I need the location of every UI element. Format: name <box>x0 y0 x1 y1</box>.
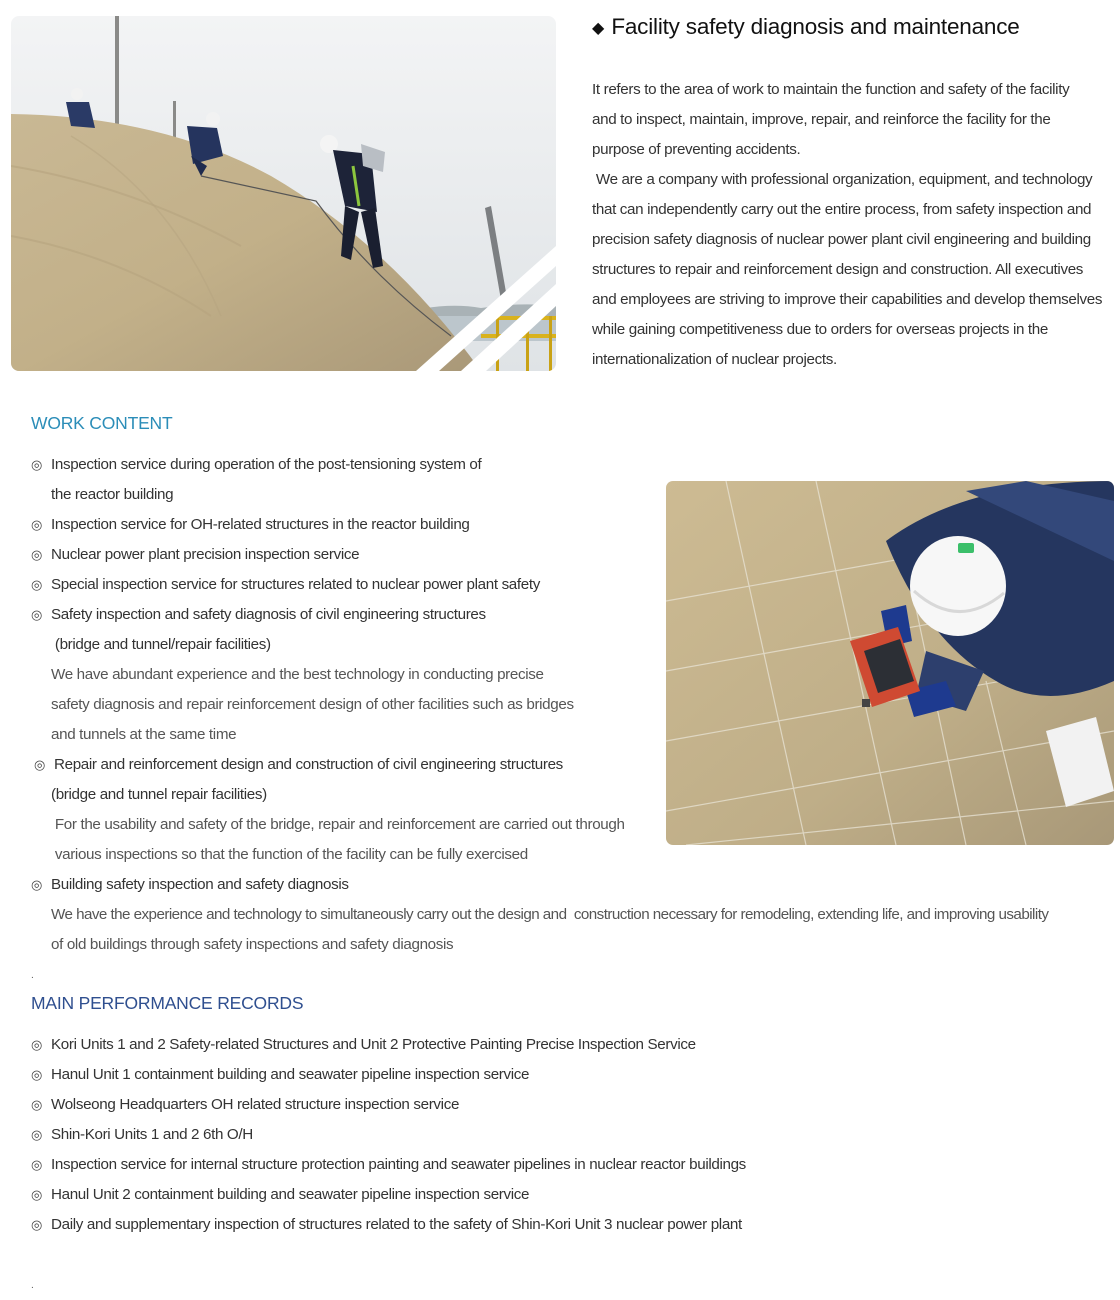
description-line: and employees are striving to improve their capabilities and develop themselves <box>592 291 1103 308</box>
description-line: that can independently carry out the entire process, from safety inspection and <box>592 201 1092 218</box>
bullet-icon: ◎ <box>31 457 42 472</box>
work-item-detail: For the usability and safety of the bridge, repair and reinforcement are carried out through <box>51 816 625 833</box>
separator-dot: . <box>31 1280 34 1291</box>
work-item-detail: We have the experience and technology to simultaneously carry out the design and construction necessary for remodeling, extending life, and improving usability <box>51 906 1049 923</box>
bullet-icon: ◎ <box>31 1187 42 1202</box>
work-content-heading: WORK CONTENT <box>31 413 173 433</box>
bullet-icon: ◎ <box>31 877 42 892</box>
bullet-icon: ◎ <box>31 1127 42 1142</box>
work-item-continuation: (bridge and tunnel/repair facilities) <box>51 636 271 653</box>
description-line: structures to repair and reinforcement design and construction. All executives <box>592 261 1084 278</box>
performance-heading: MAIN PERFORMANCE RECORDS <box>31 993 304 1013</box>
dome-inspection-photo <box>11 16 556 371</box>
description-line: It refers to the area of work to maintain the function and safety of the facility <box>592 81 1070 98</box>
page-heading <box>592 14 1020 40</box>
diamond-icon: ◆ <box>592 20 605 37</box>
bullet-icon: ◎ <box>34 757 45 772</box>
work-item-detail: safety diagnosis and repair reinforcement design of other facilities such as bridges <box>51 696 574 713</box>
work-item-detail: various inspections so that the function of the facility can be fully exercised <box>51 846 528 863</box>
work-item: ◎ Inspection service for OH-related structures in the reactor building <box>31 510 470 540</box>
work-item: ◎ Building safety inspection and safety diagnosis <box>31 870 349 900</box>
performance-item: ◎ Inspection service for internal structure protection painting and seawater pipelines in nuclear reactor buildings <box>31 1150 746 1180</box>
work-item: ◎ Inspection service during operation of the post-tensioning system of <box>31 450 481 480</box>
work-item-continuation: the reactor building <box>51 486 174 503</box>
description-line: We are a company with professional organization, equipment, and technology <box>592 171 1093 188</box>
performance-item: ◎ Kori Units 1 and 2 Safety-related Structures and Unit 2 Protective Painting Precise Inspection Service <box>31 1030 696 1060</box>
bullet-icon: ◎ <box>31 1217 42 1232</box>
work-item-detail: We have abundant experience and the best technology in conducting precise <box>51 666 544 683</box>
description-line: and to inspect, maintain, improve, repair, and reinforce the facility for the <box>592 111 1051 128</box>
surface-inspection-photo <box>666 481 1114 845</box>
description-line: precision safety diagnosis of nuclear power plant civil engineering and building <box>592 231 1091 248</box>
work-item: ◎ Repair and reinforcement design and construction of civil engineering structures <box>34 750 563 780</box>
bullet-icon: ◎ <box>31 1067 42 1082</box>
bullet-icon: ◎ <box>31 1157 42 1172</box>
bullet-icon: ◎ <box>31 607 42 622</box>
performance-item: ◎ Hanul Unit 2 containment building and seawater pipeline inspection service <box>31 1180 529 1210</box>
bullet-icon: ◎ <box>31 577 42 592</box>
work-item: ◎ Safety inspection and safety diagnosis of civil engineering structures <box>31 600 486 630</box>
work-item-detail: and tunnels at the same time <box>51 726 237 743</box>
work-item: ◎ Nuclear power plant precision inspection service <box>31 540 359 570</box>
work-item: ◎ Special inspection service for structures related to nuclear power plant safety <box>31 570 540 600</box>
intro-description <box>592 75 1120 375</box>
page-title: Facility safety diagnosis and maintenance <box>611 14 1020 39</box>
description-line: purpose of preventing accidents. <box>592 141 801 158</box>
bullet-icon: ◎ <box>31 1037 42 1052</box>
performance-item: ◎ Hanul Unit 1 containment building and seawater pipeline inspection service <box>31 1060 529 1090</box>
work-item-detail: of old buildings through safety inspections and safety diagnosis <box>51 936 454 953</box>
description-line: internationalization of nuclear projects. <box>592 351 837 368</box>
description-line: while gaining competitiveness due to orders for overseas projects in the <box>592 321 1048 338</box>
performance-item: ◎ Daily and supplementary inspection of structures related to the safety of Shin-Kori Unit 3 nuclear power plant <box>31 1210 742 1240</box>
bullet-icon: ◎ <box>31 547 42 562</box>
bullet-icon: ◎ <box>31 1097 42 1112</box>
performance-item: ◎ Shin-Kori Units 1 and 2 6th O/H <box>31 1120 253 1150</box>
bullet-icon: ◎ <box>31 517 42 532</box>
performance-item: ◎ Wolseong Headquarters OH related structure inspection service <box>31 1090 459 1120</box>
separator-dot: . <box>31 970 34 981</box>
work-item-continuation: (bridge and tunnel repair facilities) <box>51 786 267 803</box>
